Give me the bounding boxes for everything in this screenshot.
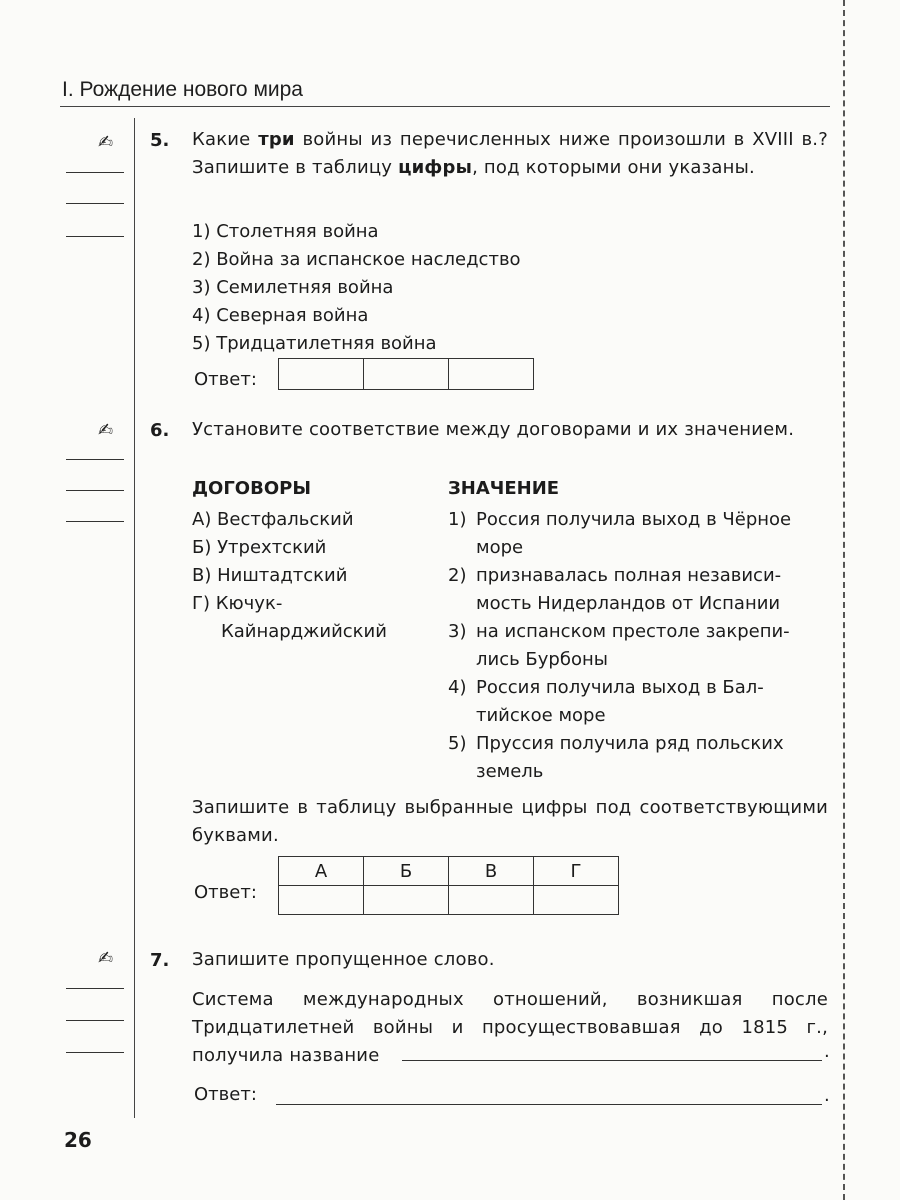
- q6-meaning: 4) Россия получила выход в Бал- тийское море: [448, 677, 764, 726]
- q6-answer-table: [278, 856, 619, 915]
- q5-option: 5) Тридцатилетняя война: [192, 333, 437, 354]
- q6-answer-cell-a[interactable]: [279, 886, 364, 915]
- q6-meaning: 2) признавалась полная независи- мость Нидерландов от Испании: [448, 565, 782, 614]
- margin-line: [66, 172, 124, 173]
- q5-option: 2) Война за испанское наследство: [192, 249, 521, 270]
- q6-left-header: ДОГОВОРЫ: [192, 478, 311, 499]
- q7-answer-end: .: [824, 1085, 830, 1106]
- q6-treaty: В) Ништадтский: [192, 565, 348, 586]
- q5-answer-cell-1[interactable]: [279, 359, 364, 390]
- q6-treaty-continued: Кайнарджийский: [221, 621, 387, 642]
- q6-column-header: А: [279, 857, 364, 886]
- q6-answer-label: Ответ:: [194, 882, 257, 903]
- margin-line: [66, 1020, 124, 1021]
- q5-answer-cell-2[interactable]: [364, 359, 449, 390]
- q6-treaty: А) Вестфальский: [192, 509, 354, 530]
- q5-option: 1) Столетняя война: [192, 221, 379, 242]
- q7-number: 7.: [150, 950, 170, 971]
- section-title: I. Рождение нового мира: [62, 78, 303, 101]
- header-divider: [60, 106, 830, 107]
- pen-icon: ✍: [98, 948, 114, 969]
- q6-meaning: 5) Пруссия получила ряд польских земель: [448, 733, 784, 782]
- q5-text: Какие три войны из перечисленных ниже произошли в XVIII в.? Запишите в таблицу цифры, под которыми они указаны.: [192, 129, 828, 178]
- margin-line: [66, 236, 124, 237]
- margin-line: [66, 203, 124, 204]
- margin-rule: [134, 118, 135, 1118]
- q6-answer-cell-g[interactable]: [534, 886, 619, 915]
- q5-answer-label: Ответ:: [194, 369, 257, 390]
- q7-blank-line[interactable]: [402, 1060, 822, 1061]
- cut-line: [843, 0, 845, 1200]
- q6-right-header: ЗНАЧЕНИЕ: [448, 478, 560, 499]
- q7-answer-label: Ответ:: [194, 1084, 257, 1105]
- q6-column-header: Г: [534, 857, 619, 886]
- q6-meaning: 3) на испанском престоле закрепи- лись Бурбоны: [448, 621, 790, 670]
- margin-line: [66, 490, 124, 491]
- margin-line: [66, 521, 124, 522]
- q6-answer-cell-b[interactable]: [364, 886, 449, 915]
- q6-meaning: 1) Россия получила выход в Чёрное море: [448, 509, 792, 558]
- margin-line: [66, 988, 124, 989]
- q5-answer-cell-3[interactable]: [449, 359, 534, 390]
- q6-treaty: Б) Утрехтский: [192, 537, 327, 558]
- pen-icon: ✍: [98, 420, 114, 441]
- margin-line: [66, 459, 124, 460]
- q5-option: 4) Северная война: [192, 305, 369, 326]
- q6-column-header: Б: [364, 857, 449, 886]
- q7-answer-line[interactable]: [276, 1104, 822, 1105]
- page-number: 26: [64, 1128, 92, 1152]
- q5-answer-table: [278, 358, 534, 390]
- q6-number: 6.: [150, 420, 170, 441]
- q7-text: Запишите пропущенное слово.: [192, 949, 495, 970]
- q6-treaties: [192, 506, 387, 646]
- q5-option: 3) Семилетняя война: [192, 277, 394, 298]
- pen-icon: ✍: [98, 132, 114, 153]
- q5-number: 5.: [150, 130, 170, 151]
- q6-text: Установите соответствие между договорами и их значением.: [192, 419, 795, 440]
- margin-line: [66, 1052, 124, 1053]
- q6-meanings: [448, 506, 830, 786]
- q5-options: [192, 218, 521, 358]
- q7-passage-end: .: [824, 1041, 830, 1062]
- q6-answer-cell-v[interactable]: [449, 886, 534, 915]
- q6-treaty: Г) Кючук-: [192, 593, 283, 614]
- q6-column-header: В: [449, 857, 534, 886]
- q6-instruction: Запишите в таблицу выбранные цифры под соответствующими буквами.: [192, 797, 828, 846]
- q7-passage: Система международных отношений, возникшая после Тридцатилетней войны и просуществовавшая до 1815 г., получила название: [192, 989, 828, 1066]
